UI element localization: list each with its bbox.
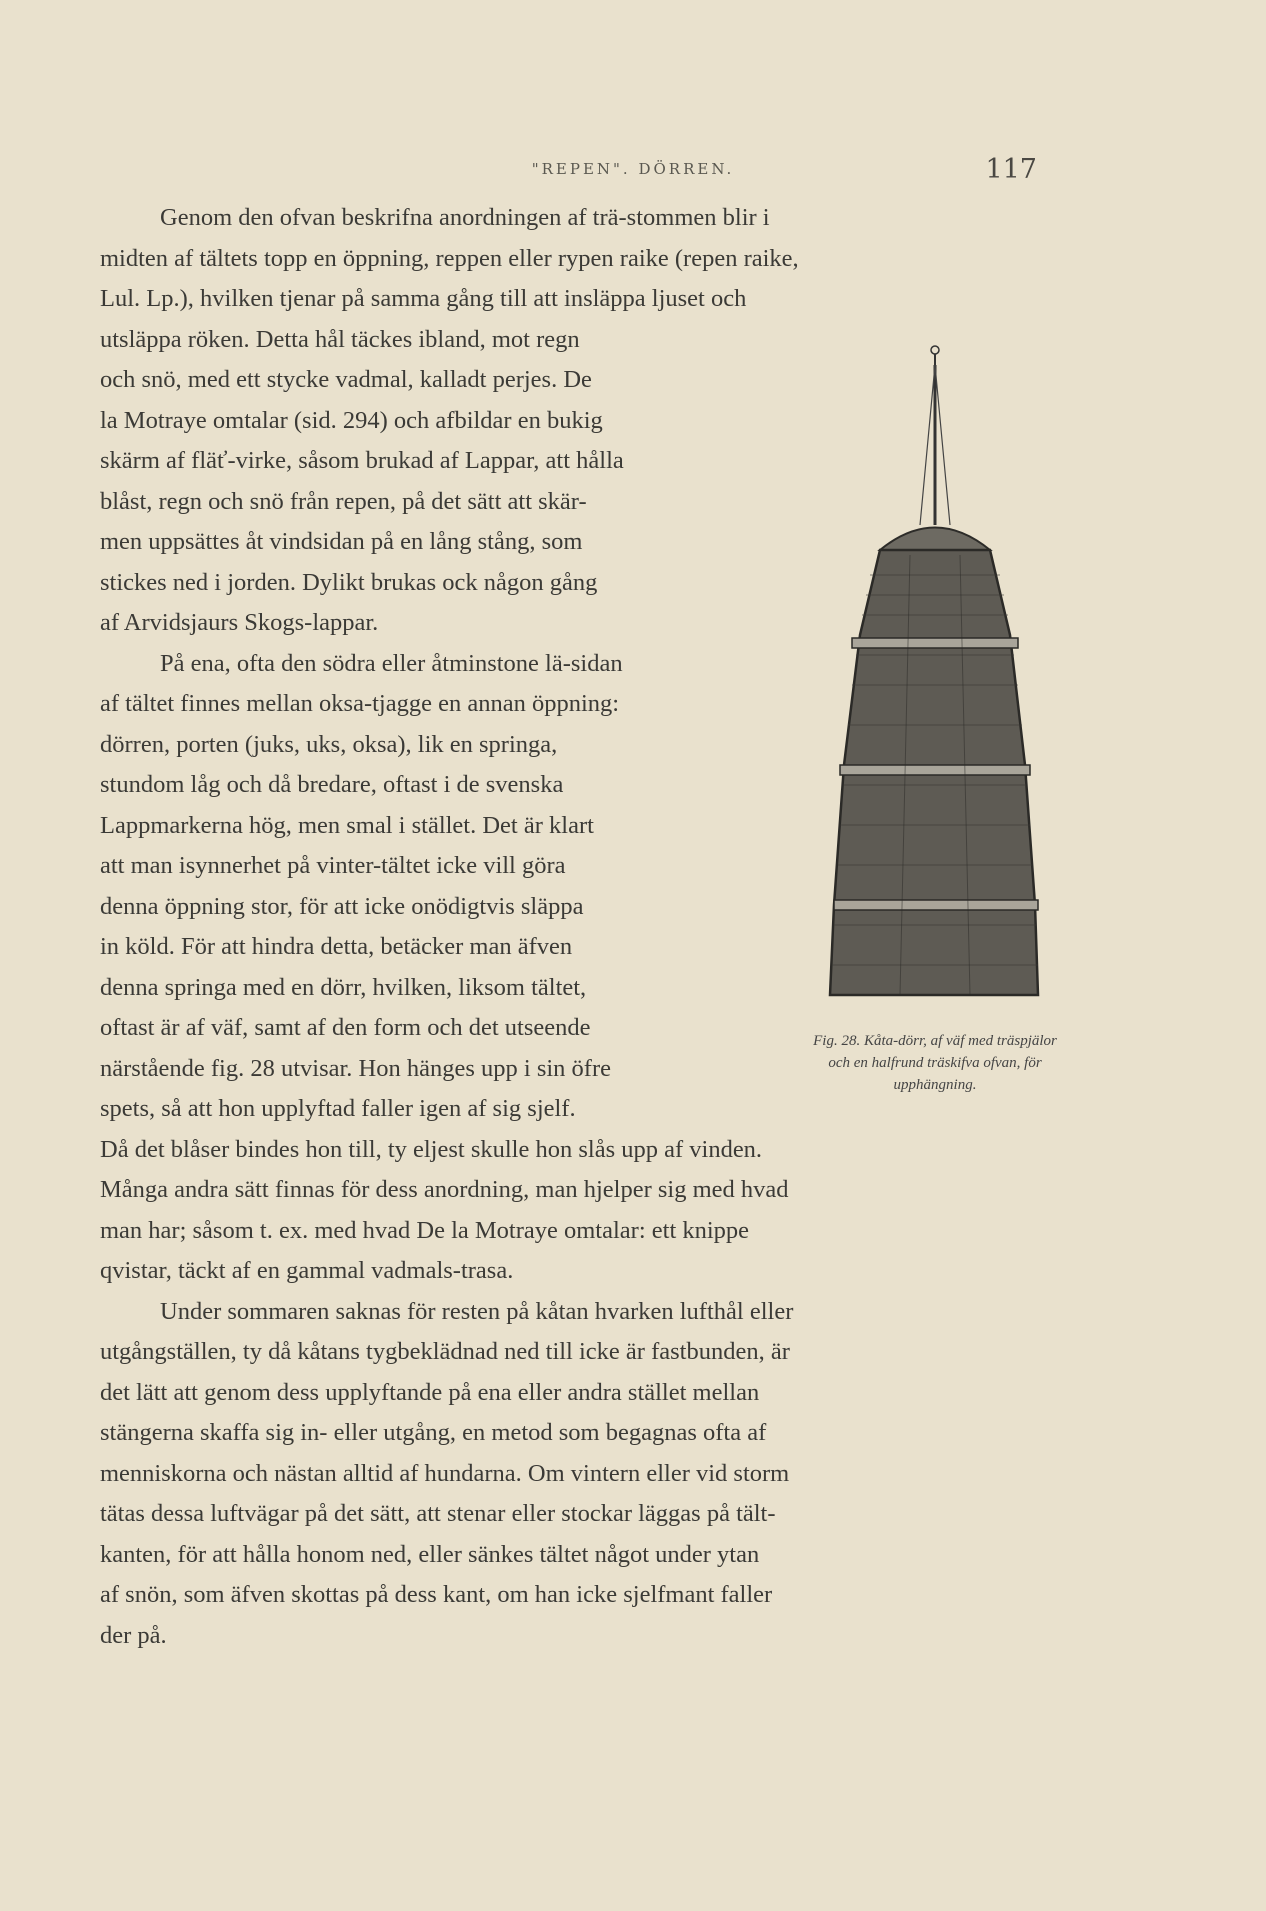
- text-line: och snö, med ett stycke vadmal, kalladt perjes. De: [100, 366, 592, 393]
- text-line: denna springa med en dörr, hvilken, liksom tältet,: [100, 973, 587, 1001]
- text-line: kanten, för att hålla honom ned, eller sänkes tältet något under ytan: [100, 1540, 760, 1568]
- text-line: Under sommaren saknas för resten på kåtan hvarken lufthål eller: [160, 1297, 794, 1325]
- text-line: oftast är af väf, samt af den form och det utseende: [100, 1014, 591, 1041]
- text-line: af Arvidsjaurs Skogs-lappar.: [100, 609, 379, 636]
- running-head: "REPEN". DÖRREN.: [531, 160, 735, 178]
- text-line: tätas dessa luftvägar på det sätt, att stenar eller stockar läggas på tält-: [100, 1500, 776, 1527]
- text-line: Lul. Lp.), hvilken tjenar på samma gång till att insläppa ljuset och: [100, 285, 747, 312]
- text-line: qvistar, täckt af en gammal vadmals-trasa.: [100, 1257, 514, 1284]
- text-line: skärm af fläť-virke, såsom brukad af Lappar, att hålla: [100, 447, 624, 474]
- text-line: midten af tältets topp en öppning, reppen eller rypen raike (repen raike,: [100, 244, 799, 272]
- text-line: Då det blåser bindes hon till, ty eljest skulle hon slås upp af vinden.: [100, 1135, 763, 1163]
- text-line: denna öppning stor, för att icke onödigtvis släppa: [100, 892, 584, 920]
- text-line: stängerna skaffa sig in- eller utgång, en metod som begagnas ofta af: [100, 1419, 767, 1446]
- text-line: På ena, ofta den södra eller åtminstone lä-sidan: [160, 649, 623, 677]
- text-line: stundom låg och då bredare, oftast i de svenska: [100, 771, 564, 798]
- text-line: blåst, regn och snö från repen, på det sätt att skär-: [100, 487, 587, 515]
- figure-caption: Fig. 28. Kåta-dörr, af väf med träspjälor och en halfrund träskifva ofvan, för upphängning.: [813, 1033, 1057, 1093]
- text-line: der på.: [100, 1621, 167, 1649]
- text-line: närstående fig. 28 utvisar. Hon hänges upp i sin öfre: [100, 1054, 611, 1082]
- text-line: Genom den ofvan beskrifna anordningen af trä-stommen blir i: [160, 204, 770, 231]
- text-line: la Motraye omtalar (sid. 294) och afbildar en bukig: [100, 406, 603, 434]
- text-line: utgångställen, ty då kåtans tygbeklädnad ned till icke är fastbunden, är: [100, 1338, 790, 1365]
- door-illustration: [810, 345, 1060, 1020]
- text-line: stickes ned i jorden. Dylikt brukas ock någon gång: [100, 568, 598, 596]
- text-line: det lätt att genom dess upplyftande på ena eller andra stället mellan: [100, 1378, 760, 1406]
- text-line: men uppsättes åt vindsidan på en lång stång, som: [100, 528, 583, 555]
- door-engraving: [810, 345, 1060, 1020]
- text-line: af snön, som äfven skottas på dess kant, om han icke sjelfmant faller: [100, 1581, 773, 1608]
- text-line: Lappmarkerna hög, men smal i stället. Det är klart: [100, 811, 594, 839]
- text-line: dörren, porten (juks, uks, oksa), lik en springa,: [100, 730, 558, 758]
- page-number: 117: [985, 154, 1037, 185]
- text-line: menniskorna och nästan alltid af hundarna. Om vintern eller vid storm: [100, 1459, 790, 1487]
- text-line: spets, så att hon upplyftad faller igen af sig sjelf.: [100, 1095, 576, 1122]
- text-line: in köld. För att hindra detta, betäcker man äfven: [100, 933, 573, 960]
- text-line: att man isynnerhet på vinter-tältet icke vill göra: [100, 852, 566, 879]
- page-header: [0, 150, 1266, 190]
- text-line: man har; såsom t. ex. med hvad De la Motraye omtalar: ett knippe: [100, 1216, 750, 1244]
- text-line: Många andra sätt finnas för dess anordning, man hjelper sig med hvad: [100, 1176, 789, 1203]
- text-line: af tältet finnes mellan oksa-tjagge en annan öppning:: [100, 690, 620, 717]
- text-line: utsläppa röken. Detta hål täckes ibland, mot regn: [100, 325, 580, 353]
